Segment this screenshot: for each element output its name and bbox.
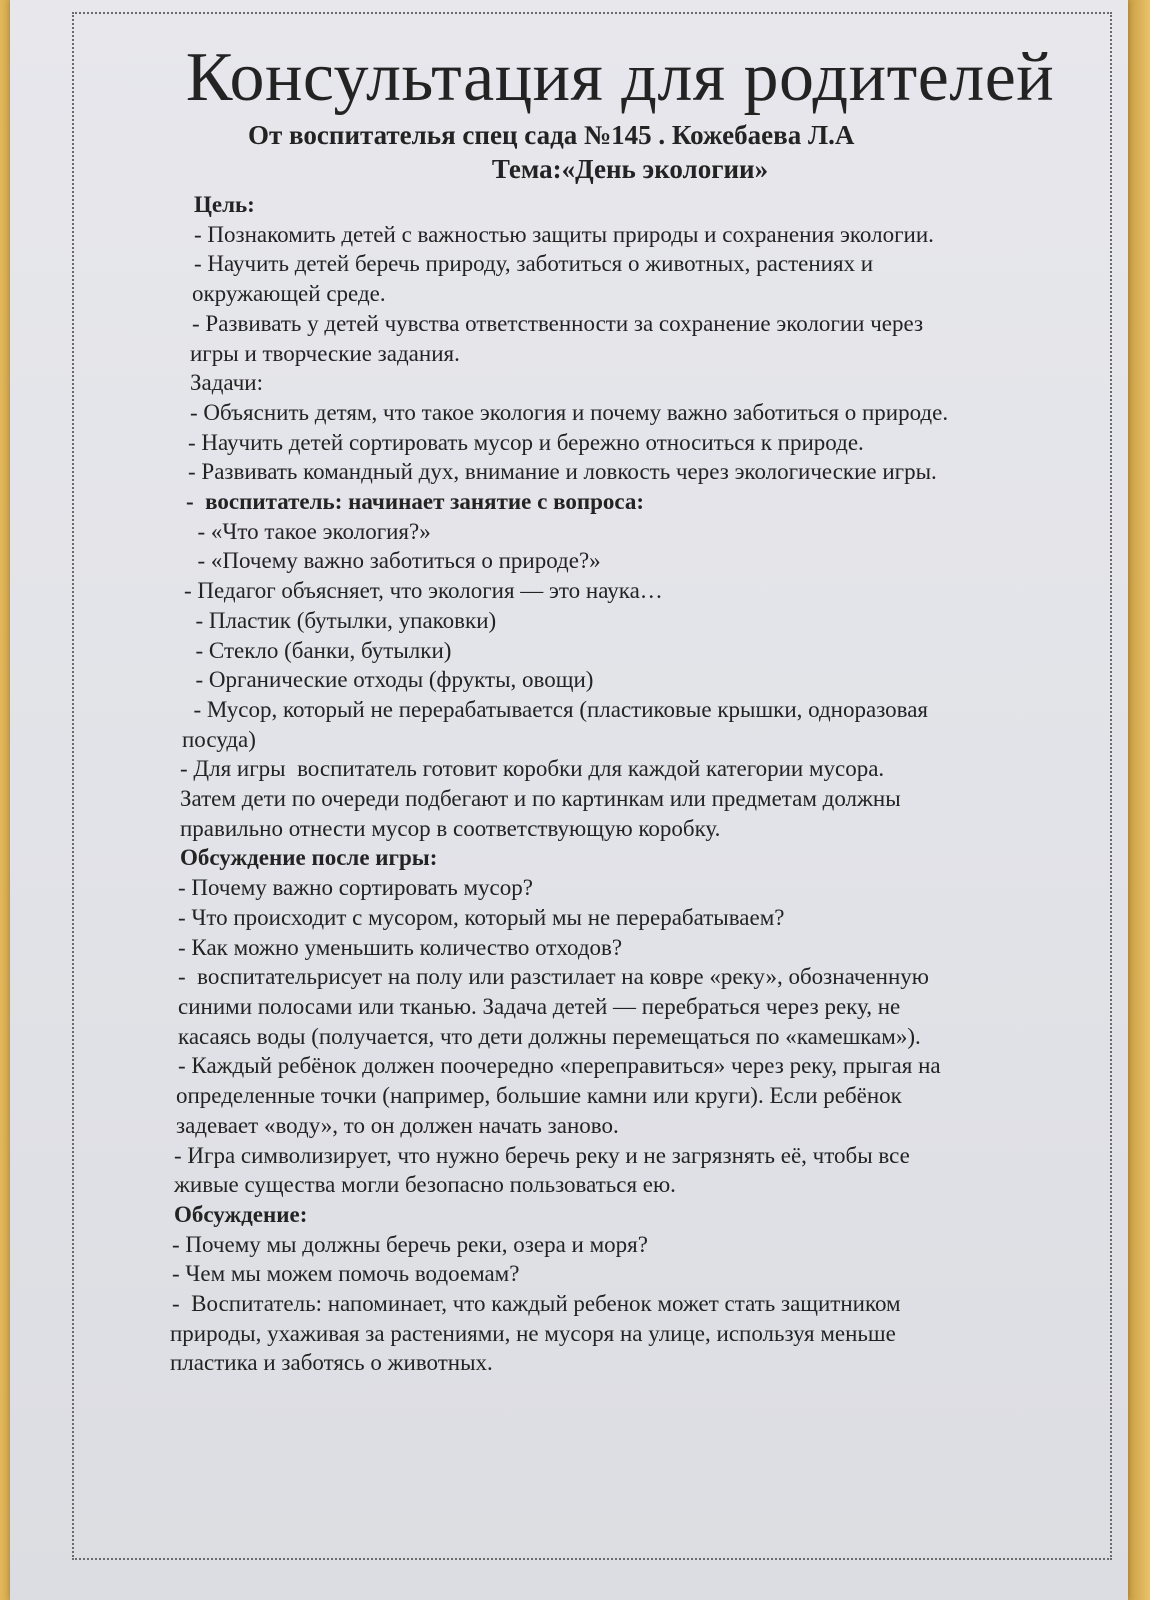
text-line: Обсуждение: bbox=[174, 1201, 308, 1227]
text-line: - Для игры воспитатель готовит коробки для каждой категории мусора. bbox=[180, 756, 885, 782]
text-line: - Чем мы можем помочь водоемам? bbox=[172, 1261, 520, 1287]
text-line: - Научить детей беречь природу, заботиться о животных, растениях и bbox=[194, 251, 874, 277]
document-theme: Тема:«День экологии» bbox=[491, 154, 769, 184]
text-line: - Развивать у детей чувства ответственности за сохранение экологии через bbox=[192, 310, 924, 336]
text-line: - Игра символизирует, что нужно беречь реку и не загрязнять её, чтобы все bbox=[174, 1142, 910, 1168]
text-line: правильно отнести мусор в соответствующую коробку. bbox=[180, 815, 721, 841]
document-content bbox=[130, 38, 1090, 1378]
text-line: - Пластик (бутылки, упаковки) bbox=[184, 607, 497, 633]
text-line: - Объяснить детям, что такое экология и почему важно заботиться о природе. bbox=[190, 399, 949, 425]
document-subtitle: От воспитателья спец сада №145 . Кожебаева Л.А bbox=[248, 120, 855, 150]
text-line: Цель: bbox=[194, 192, 255, 217]
background-right bbox=[1126, 0, 1150, 1600]
text-line: - Почему важно сортировать мусор? bbox=[178, 875, 533, 901]
text-line: - Почему мы должны беречь реки, озера и моря? bbox=[172, 1231, 648, 1257]
text-line: - «Почему важно заботиться о природе?» bbox=[186, 548, 601, 574]
text-line: Затем дети по очереди подбегают и по картинкам или предметам должны bbox=[180, 786, 901, 812]
text-line: окружающей среде. bbox=[192, 281, 386, 307]
document-body bbox=[170, 190, 1090, 1378]
text-line: - Воспитатель: напоминает, что каждый ребенок может стать защитником bbox=[172, 1291, 901, 1317]
document-title: Консультация для родителей bbox=[185, 39, 1055, 116]
text-line: - Стекло (банки, бутылки) bbox=[184, 637, 452, 663]
text-line: Задачи: bbox=[190, 370, 263, 396]
text-line: - Органические отходы (фрукты, овощи) bbox=[184, 667, 594, 693]
text-line: живые существа могли безопасно пользоваться ею. bbox=[174, 1172, 676, 1198]
text-line: задевает «воду», то он должен начать заново. bbox=[176, 1112, 619, 1138]
text-line: природы, ухаживая за растениями, не мусоря на улице, используя меньше bbox=[170, 1320, 896, 1346]
text-line: - Развивать командный дух, внимание и ловкость через экологические игры. bbox=[188, 459, 937, 485]
text-line: - воспитатель: начинает занятие с вопроса: bbox=[186, 489, 645, 515]
text-line: пластика и заботясь о животных. bbox=[170, 1350, 493, 1376]
text-line: - Как можно уменьшить количество отходов? bbox=[178, 934, 623, 960]
text-line: - Познакомить детей с важностью защиты природы и сохранения экологии. bbox=[194, 221, 934, 247]
text-line: посуда) bbox=[182, 726, 256, 752]
text-line: - Что происходит с мусором, который мы не перерабатываем? bbox=[178, 904, 785, 930]
text-line: - Каждый ребёнок должен поочередно «переправиться» через реку, прыгая на bbox=[178, 1053, 941, 1079]
text-line: определенные точки (например, большие камни или круги). Если ребёнок bbox=[176, 1083, 902, 1109]
text-line: - Научить детей сортировать мусор и бережно относиться к природе. bbox=[188, 429, 864, 455]
text-line: - Педагог объясняет, что экология — это наука… bbox=[184, 578, 663, 604]
text-line: - «Что такое экология?» bbox=[186, 518, 431, 544]
text-line: синими полосами или тканью. Задача детей — перебраться через реку, не bbox=[178, 993, 901, 1019]
text-line: игры и творческие задания. bbox=[190, 340, 460, 366]
text-line: Обсуждение после игры: bbox=[180, 845, 438, 871]
text-line: касаясь воды (получается, что дети должны перемещаться по «камешкам»). bbox=[178, 1023, 921, 1049]
text-line: - Мусор, который не перерабатывается (пластиковые крышки, одноразовая bbox=[182, 696, 928, 722]
text-line: - воспитательрисует на полу или разстилает на ковре «реку», обозначенную bbox=[178, 964, 929, 990]
